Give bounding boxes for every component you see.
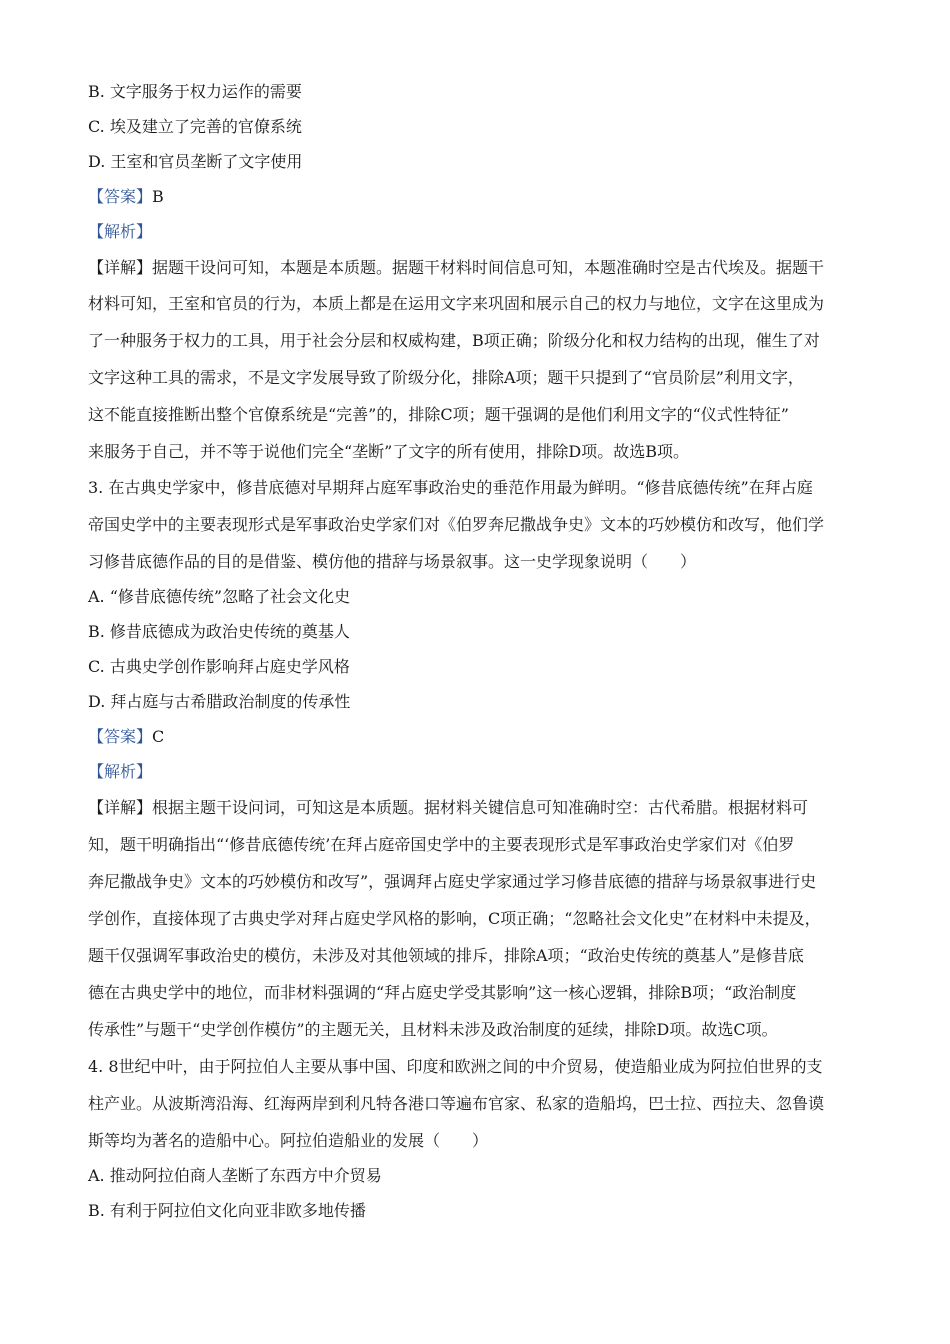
q3-answer [88,727,868,747]
answer-label: 【答案】 [88,187,153,206]
q3-stem-line-1: 3. 在古典史学家中，修昔底德对早期拜占庭军事政治史的垂范作用最为鲜明。“修昔底德传统”在拜占庭 [88,478,813,497]
q2-option-b: B. 文字服务于权力运作的需要 [88,82,302,101]
q3-option-a: A. “修昔底德传统”忽略了社会文化史 [88,587,351,606]
q3-detail-line-3: 奔尼撒战争史》文本的巧妙模仿和改写”，强调拜占庭史学家通过学习修昔底德的措辞与场景叙事进行史 [88,872,817,891]
q3-detail-line-6: 德在古典史学中的地位，而非材料强调的“拜占庭史学受其影响”这一核心逻辑，排除B项；“政治制度 [88,983,797,1002]
q3-option-b: B. 修昔底德成为政治史传统的奠基人 [88,622,350,641]
answer-value: C [152,727,165,746]
q3-stem-line-3: 习修昔底德作品的目的是借鉴、模仿他的措辞与场景叙事。这一史学现象说明（ ） [88,552,697,571]
q2-detail-line-3: 了一种服务于权力的工具，用于社会分层和权威构建，B项正确；阶级分化和权力结构的出现，催生了对 [88,331,820,350]
q2-detail-line-4: 文字这种工具的需求，不是文字发展导致了阶级分化，排除A项；题干只提到了“官员阶层”利用文字， [88,368,804,387]
q3-option-d: D. 拜占庭与古希腊政治制度的传承性 [88,692,351,711]
q4-stem-line-1: 4. 8世纪中叶，由于阿拉伯人主要从事中国、印度和欧洲之间的中介贸易，使造船业成为阿拉伯世界的支 [88,1057,823,1076]
q2-analysis-label: 【解析】 [88,222,153,241]
q2-answer [88,187,868,207]
q3-option-c: C. 古典史学创作影响拜占庭史学风格 [88,657,350,676]
q3-analysis-label: 【解析】 [88,762,153,781]
detail-label: 【详解】 [88,798,153,817]
q2-detail-line-5: 这不能直接推断出整个官僚系统是“完善”的，排除C项；题干强调的是他们利用文字的“仪式性特征” [88,405,789,424]
q2-detail-line-1 [88,258,868,278]
q4-option-b: B. 有利于阿拉伯文化向亚非欧多地传播 [88,1201,366,1220]
q3-detail-line-2: 知，题干明确指出“‘修昔底德传统’在拜占庭帝国史学中的主要表现形式是军事政治史学家们对《伯罗 [88,835,795,854]
q2-option-c: C. 埃及建立了完善的官僚系统 [88,117,302,136]
q3-detail-line-4: 学创作，直接体现了古典史学对拜占庭史学风格的影响，C项正确；“忽略社会文化史”在材料中未提及， [88,909,821,928]
answer-value: B [152,187,164,206]
q3-detail-line-7: 传承性”与题干“史学创作模仿”的主题无关，且材料未涉及政治制度的延续，排除D项。故选C项。 [88,1020,778,1039]
detail-label: 【详解】 [88,258,153,277]
q4-option-a: A. 推动阿拉伯商人垄断了东西方中介贸易 [88,1166,382,1185]
answer-label: 【答案】 [88,727,153,746]
detail-text: 据题干设问可知，本题是本质题。据题干材料时间信息可知，本题准确时空是古代埃及。据题干 [152,258,825,277]
detail-text: 根据主题干设问词，可知这是本质题。据材料关键信息可知准确时空：古代希腊。根据材料可 [152,798,809,817]
q3-detail-line-1 [88,798,868,818]
q4-stem-line-3: 斯等均为著名的造船中心。阿拉伯造船业的发展（ ） [88,1131,489,1150]
q2-detail-line-6: 来服务于自己，并不等于说他们完全“垄断”了文字的所有使用，排除D项。故选B项。 [88,442,689,461]
q2-option-d: D. 王室和官员垄断了文字使用 [88,152,303,171]
q3-stem-line-2: 帝国史学中的主要表现形式是军事政治史学家们对《伯罗奔尼撒战争史》文本的巧妙模仿和改写，他们学 [88,515,825,534]
q2-detail-line-2: 材料可知，王室和官员的行为，本质上都是在运用文字来巩固和展示自己的权力与地位，文字在这里成为 [88,294,825,313]
q3-detail-line-5: 题干仅强调军事政治史的模仿，未涉及对其他领域的排斥，排除A项；“政治史传统的奠基人”是修昔底 [88,946,804,965]
q4-stem-line-2: 柱产业。从波斯湾沿海、红海两岸到利凡特各港口等遍布官家、私家的造船坞，巴士拉、西拉夫、忽鲁谟 [88,1094,825,1113]
